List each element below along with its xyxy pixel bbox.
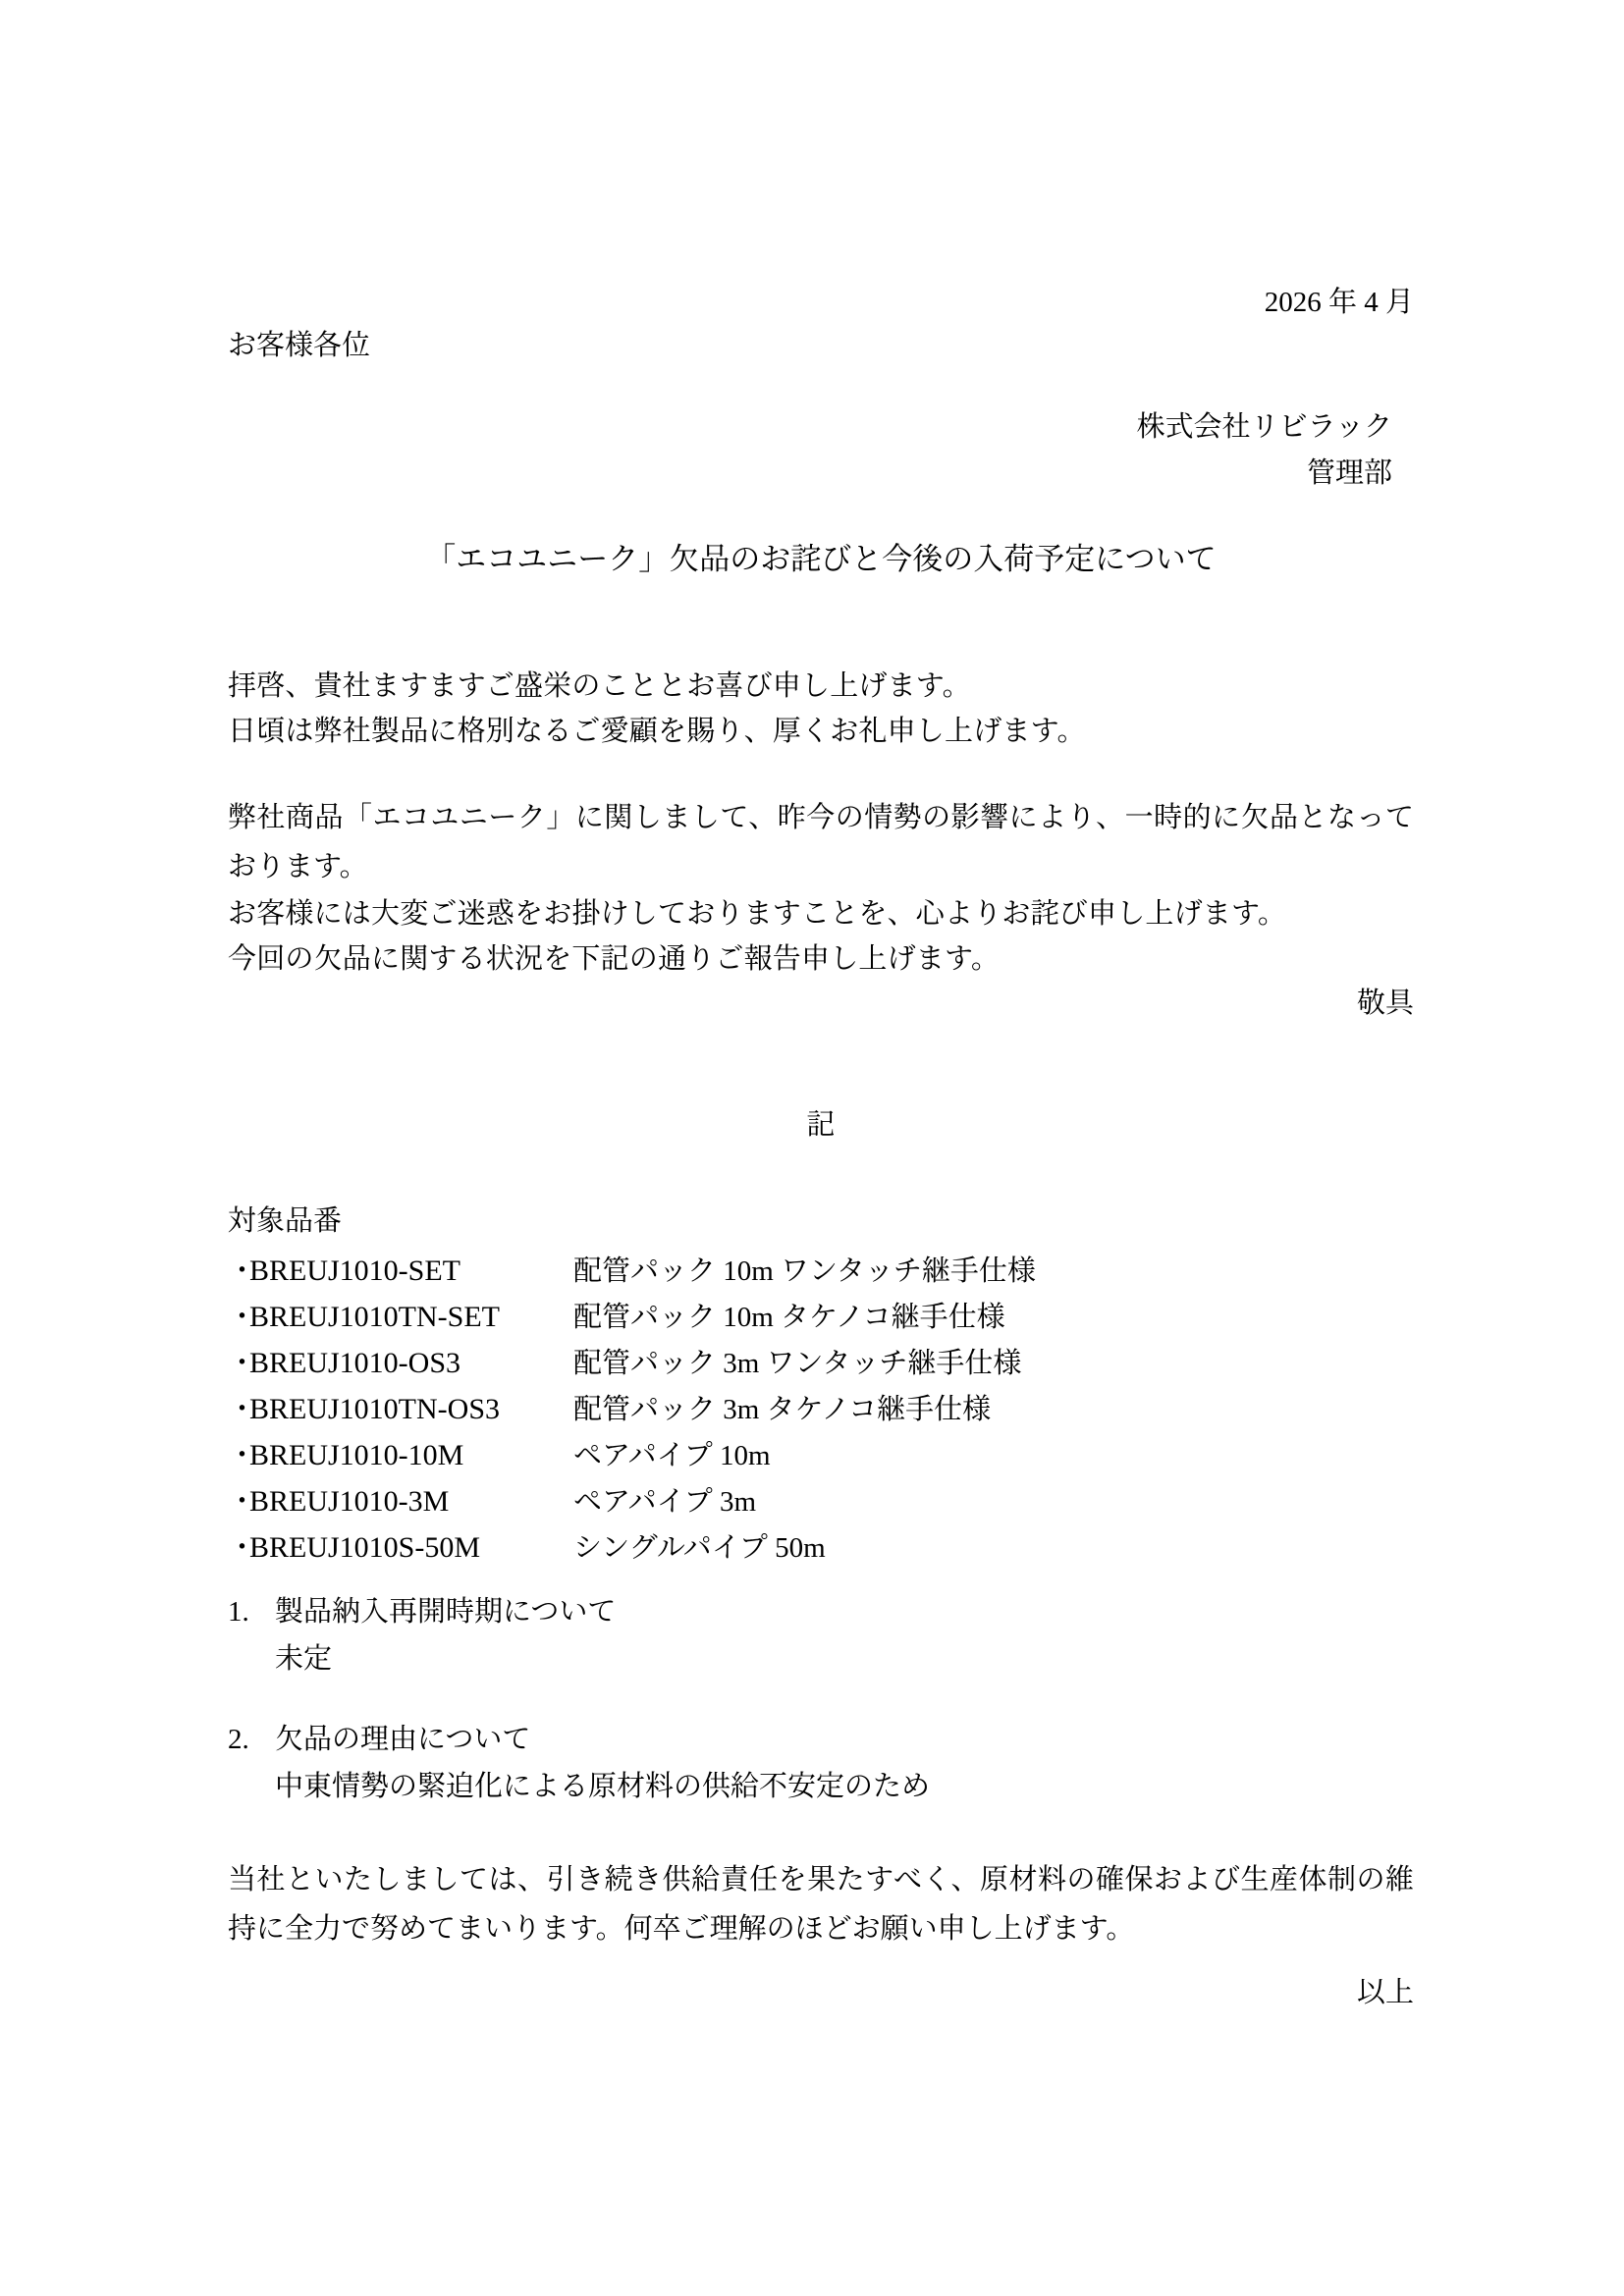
numbered-item-2 <box>228 1716 1414 1816</box>
product-code: BREUJ1010TN-OS3 <box>249 1393 501 1425</box>
sender-block <box>228 404 1414 497</box>
end-mark: 以上 <box>1356 1977 1414 2008</box>
item-number: 1. <box>228 1596 249 1628</box>
product-row <box>228 1341 1414 1387</box>
product-code: BREUJ1010-OS3 <box>249 1347 461 1379</box>
product-description: 配管パック 10m タケノコ継手仕様 <box>573 1302 1005 1333</box>
product-description: 配管パック 3m タケノコ継手仕様 <box>573 1394 992 1425</box>
body-paragraph-2 <box>228 891 1414 982</box>
final-paragraph: 当社といたしましては、引き続き供給責任を果たすべく、原材料の確保および生産体制の維持に全力で努めてまいります。何卒ご理解のほどお願い申し上げます。 <box>228 1864 1414 1945</box>
product-code: BREUJ1010-3M <box>249 1485 450 1518</box>
greeting-line-1: 拝啓、貴社ますますご盛栄のこととお喜び申し上げます。 <box>228 670 971 702</box>
document-title: 「エコユニーク」欠品のお詫びと今後の入荷予定について <box>425 542 1217 576</box>
product-code: BREUJ1010S-50M <box>249 1531 481 1564</box>
product-code: BREUJ1010-10M <box>249 1439 464 1471</box>
bullet-marker: ・ <box>228 1348 257 1379</box>
bullet-marker: ・ <box>228 1255 257 1287</box>
product-list <box>228 1249 1414 1572</box>
closing-salutation: 敬具 <box>1356 988 1414 1019</box>
product-description: 配管パック 3m ワンタッチ継手仕様 <box>573 1348 1022 1379</box>
numbered-item-1 <box>228 1588 1414 1688</box>
product-section-heading: 対象品番 <box>228 1205 343 1237</box>
item-heading: 製品納入再開時期について <box>275 1596 617 1628</box>
body-paragraph-1 <box>228 793 1414 891</box>
sender-department: 管理部 <box>1306 457 1392 489</box>
bullet-marker: ・ <box>228 1486 257 1518</box>
bullet-marker: ・ <box>228 1394 257 1425</box>
product-row <box>228 1249 1414 1295</box>
recipient-line: お客様各位 <box>228 330 371 361</box>
ki-mark: 記 <box>806 1109 836 1141</box>
product-description: 配管パック 10m ワンタッチ継手仕様 <box>573 1255 1036 1287</box>
bullet-marker: ・ <box>228 1440 257 1471</box>
bullet-marker: ・ <box>228 1532 257 1564</box>
item-number: 2. <box>228 1724 249 1755</box>
product-description: シングルパイプ 50m <box>573 1532 826 1564</box>
product-description: ペアパイプ 10m <box>573 1440 771 1471</box>
item-detail: 中東情勢の緊迫化による原材料の供給不安定のため <box>275 1771 931 1802</box>
apology-line: お客様には大変ご迷惑をお掛けしておりますことを、心よりお詫び申し上げます。 <box>228 898 1287 930</box>
product-description: ペアパイプ 3m <box>573 1486 757 1518</box>
report-line: 今回の欠品に関する状況を下記の通りご報告申し上げます。 <box>228 943 1001 975</box>
product-row <box>228 1387 1414 1433</box>
body-paragraph-1-text: 弊社商品「エコユニーク」に関しまして、昨今の情勢の影響により、一時的に欠品となっております。 <box>228 802 1415 882</box>
greeting-line-2: 日頃は弊社製品に格別なるご愛顧を賜り、厚くお礼申し上げます。 <box>228 716 1086 747</box>
bullet-marker: ・ <box>228 1302 257 1333</box>
product-row <box>228 1433 1414 1479</box>
product-row <box>228 1295 1414 1341</box>
product-code: BREUJ1010-SET <box>249 1255 461 1287</box>
sender-company: 株式会社リビラック <box>1136 411 1392 443</box>
product-row <box>228 1525 1414 1572</box>
product-row <box>228 1479 1414 1525</box>
item-heading: 欠品の理由について <box>275 1724 531 1755</box>
greeting-paragraph <box>228 664 1414 754</box>
item-detail: 未定 <box>275 1643 333 1675</box>
document-date: 2026 年 4 月 <box>1264 287 1414 318</box>
product-code: BREUJ1010TN-SET <box>249 1301 500 1333</box>
